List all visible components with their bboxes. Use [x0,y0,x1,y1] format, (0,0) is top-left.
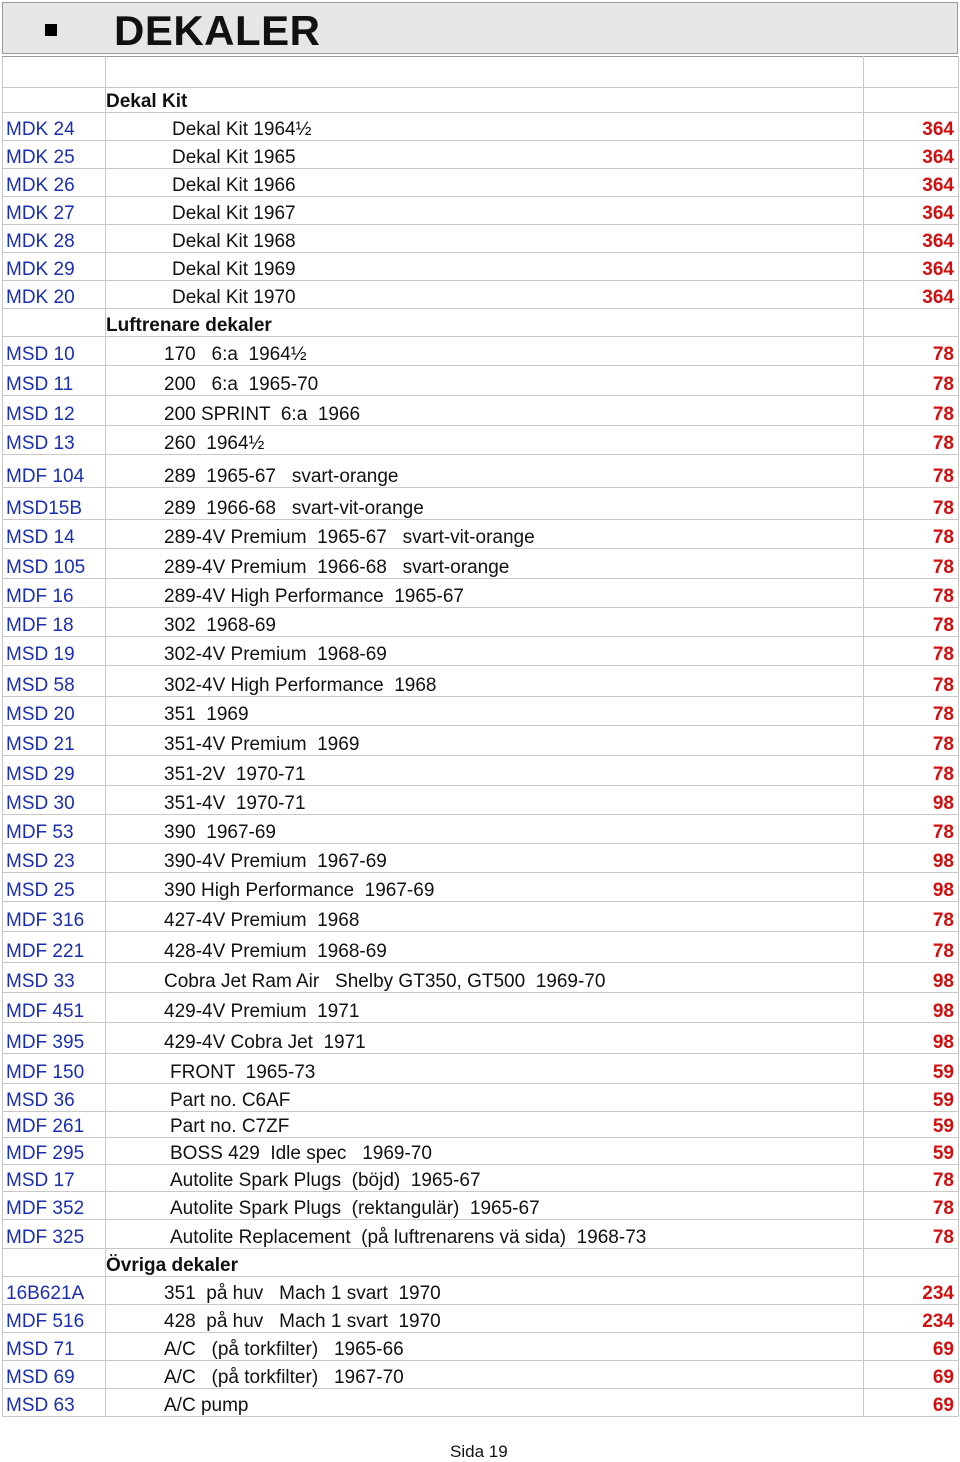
part-description: 351-4V Premium 1969 [106,726,864,756]
part-number: MDK 26 [3,169,106,197]
part-description: Autolite Spark Plugs (böjd) 1965-67 [106,1165,864,1192]
part-number: MDF 16 [3,579,106,608]
price: 98 [864,963,959,993]
part-number: MDF 395 [3,1023,106,1054]
empty-cell [3,309,106,337]
part-description: 390 High Performance 1967-69 [106,873,864,902]
part-description: 351 1969 [106,697,864,726]
table-row [3,520,959,549]
part-number: MSD 30 [3,786,106,815]
part-number: MSD 14 [3,520,106,549]
table-row [3,1112,959,1138]
table-row [3,697,959,726]
price-list-table [2,56,959,1417]
part-description: 289-4V Premium 1966-68 svart-orange [106,549,864,579]
part-number: MSD 20 [3,697,106,726]
part-description: 289-4V Premium 1965-67 svart-vit-orange [106,520,864,549]
part-number: MDK 28 [3,225,106,253]
price: 59 [864,1112,959,1138]
table-row [3,637,959,666]
part-number: MSD 23 [3,844,106,873]
price: 59 [864,1138,959,1165]
table-row [3,396,959,426]
part-number: MSD15B [3,488,106,520]
price: 78 [864,902,959,932]
table-row [3,579,959,608]
price: 78 [864,366,959,396]
part-number: MSD 69 [3,1361,106,1389]
part-description: 427-4V Premium 1968 [106,902,864,932]
part-number: MSD 71 [3,1333,106,1361]
part-description: Dekal Kit 1965 [106,141,864,169]
price: 78 [864,637,959,666]
section-row [3,309,959,337]
price: 69 [864,1333,959,1361]
part-description: Dekal Kit 1967 [106,197,864,225]
table-row [3,1165,959,1192]
table-row [3,1084,959,1112]
table-row [3,608,959,637]
price: 98 [864,786,959,815]
part-number: MSD 25 [3,873,106,902]
part-number: MSD 19 [3,637,106,666]
table-row [3,197,959,225]
table-row [3,426,959,455]
empty-cell [864,88,959,113]
part-description: 429-4V Premium 1971 [106,993,864,1023]
price: 78 [864,455,959,488]
empty-cell [3,57,106,88]
part-description: Autolite Spark Plugs (rektangulär) 1965-67 [106,1192,864,1220]
part-description: 429-4V Cobra Jet 1971 [106,1023,864,1054]
part-number: 16B621A [3,1277,106,1305]
table-row [3,844,959,873]
price: 234 [864,1305,959,1333]
price: 78 [864,337,959,366]
table-row [3,253,959,281]
price: 364 [864,169,959,197]
price: 234 [864,1277,959,1305]
part-number: MSD 63 [3,1389,106,1417]
table-row [3,932,959,963]
price: 78 [864,697,959,726]
part-number: MDF 516 [3,1305,106,1333]
table-row [3,1023,959,1054]
table-row [3,169,959,197]
part-description: 351-4V 1970-71 [106,786,864,815]
table-row [3,993,959,1023]
part-description: Part no. C6AF [106,1084,864,1112]
table-row [3,873,959,902]
table-row [3,281,959,309]
price: 98 [864,844,959,873]
price: 69 [864,1361,959,1389]
part-description: Cobra Jet Ram Air Shelby GT350, GT500 1969-70 [106,963,864,993]
price: 78 [864,756,959,786]
price: 59 [864,1054,959,1084]
part-number: MDK 25 [3,141,106,169]
table-row [3,726,959,756]
price: 78 [864,520,959,549]
bullet-square-icon [45,24,57,36]
price: 364 [864,225,959,253]
section-row [3,88,959,113]
part-description: 428-4V Premium 1968-69 [106,932,864,963]
part-number: MDK 27 [3,197,106,225]
table-row [3,141,959,169]
part-description: Dekal Kit 1964½ [106,113,864,141]
part-description: 289-4V High Performance 1965-67 [106,579,864,608]
price: 78 [864,579,959,608]
part-number: MDF 325 [3,1220,106,1249]
price: 78 [864,608,959,637]
part-description: A/C pump [106,1389,864,1417]
price: 78 [864,1165,959,1192]
table-row [3,1220,959,1249]
part-description: A/C (på torkfilter) 1965-66 [106,1333,864,1361]
table-row [3,549,959,579]
price: 364 [864,281,959,309]
price: 78 [864,726,959,756]
table-row [3,1192,959,1220]
part-description: Dekal Kit 1968 [106,225,864,253]
part-number: MSD 36 [3,1084,106,1112]
part-number: MDF 352 [3,1192,106,1220]
part-description: 302 1968-69 [106,608,864,637]
table-row [3,756,959,786]
empty-cell [3,1249,106,1277]
table-row [3,786,959,815]
table-row [3,337,959,366]
part-description: 200 SPRINT 6:a 1966 [106,396,864,426]
table-row [3,666,959,697]
page-number: Sida 19 [450,1442,508,1461]
table-row [3,815,959,844]
part-number: MDF 261 [3,1112,106,1138]
part-description: Part no. C7ZF [106,1112,864,1138]
empty-cell [864,1249,959,1277]
price: 78 [864,666,959,697]
part-number: MSD 10 [3,337,106,366]
part-number: MDK 20 [3,281,106,309]
part-number: MDF 221 [3,932,106,963]
price: 78 [864,1220,959,1249]
section-heading: Dekal Kit [106,88,864,113]
part-description: 428 på huv Mach 1 svart 1970 [106,1305,864,1333]
part-description: BOSS 429 Idle spec 1969-70 [106,1138,864,1165]
price: 98 [864,1023,959,1054]
part-number: MDF 316 [3,902,106,932]
section-row [3,1249,959,1277]
table-row [3,902,959,932]
section-heading: Övriga dekaler [106,1249,864,1277]
table-row [3,366,959,396]
part-description: Dekal Kit 1966 [106,169,864,197]
part-number: MSD 29 [3,756,106,786]
table-row [3,1389,959,1417]
price: 69 [864,1389,959,1417]
empty-cell [864,57,959,88]
table-row [3,488,959,520]
table-row [3,1361,959,1389]
price: 78 [864,396,959,426]
part-number: MDF 18 [3,608,106,637]
part-number: MDF 104 [3,455,106,488]
part-description: 289 1965-67 svart-orange [106,455,864,488]
part-description: 260 1964½ [106,426,864,455]
price: 78 [864,815,959,844]
table-row [3,1138,959,1165]
part-number: MSD 21 [3,726,106,756]
part-number: MDK 29 [3,253,106,281]
price: 78 [864,426,959,455]
part-number: MSD 58 [3,666,106,697]
price: 364 [864,141,959,169]
empty-cell [3,88,106,113]
part-number: MSD 13 [3,426,106,455]
page-title: DEKALER [114,7,321,54]
blank-row [3,57,959,88]
price: 78 [864,549,959,579]
price: 78 [864,932,959,963]
table-row [3,225,959,253]
part-description: 390-4V Premium 1967-69 [106,844,864,873]
table-row [3,1305,959,1333]
table-row [3,1333,959,1361]
table-row [3,963,959,993]
part-number: MDK 24 [3,113,106,141]
part-number: MSD 33 [3,963,106,993]
part-description: 200 6:a 1965-70 [106,366,864,396]
part-number: MSD 11 [3,366,106,396]
part-description: FRONT 1965-73 [106,1054,864,1084]
part-description: 351-2V 1970-71 [106,756,864,786]
section-heading: Luftrenare dekaler [106,309,864,337]
table-row [3,1054,959,1084]
price: 364 [864,197,959,225]
part-number: MDF 53 [3,815,106,844]
table-row [3,455,959,488]
empty-cell [106,57,864,88]
part-description: A/C (på torkfilter) 1967-70 [106,1361,864,1389]
part-number: MDF 451 [3,993,106,1023]
page-header [2,2,958,54]
part-description: 302-4V High Performance 1968 [106,666,864,697]
price: 364 [864,113,959,141]
part-number: MSD 12 [3,396,106,426]
price: 78 [864,1192,959,1220]
table-row [3,1277,959,1305]
price: 98 [864,873,959,902]
part-number: MSD 105 [3,549,106,579]
part-number: MDF 295 [3,1138,106,1165]
part-description: 302-4V Premium 1968-69 [106,637,864,666]
part-number: MDF 150 [3,1054,106,1084]
price: 59 [864,1084,959,1112]
part-description: Dekal Kit 1969 [106,253,864,281]
part-number: MSD 17 [3,1165,106,1192]
price: 78 [864,488,959,520]
table-row [3,113,959,141]
part-description: 390 1967-69 [106,815,864,844]
part-description: Autolite Replacement (på luftrenarens vä sida) 1968-73 [106,1220,864,1249]
part-description: 351 på huv Mach 1 svart 1970 [106,1277,864,1305]
part-description: Dekal Kit 1970 [106,281,864,309]
part-description: 170 6:a 1964½ [106,337,864,366]
price: 364 [864,253,959,281]
price: 98 [864,993,959,1023]
part-description: 289 1966-68 svart-vit-orange [106,488,864,520]
empty-cell [864,309,959,337]
